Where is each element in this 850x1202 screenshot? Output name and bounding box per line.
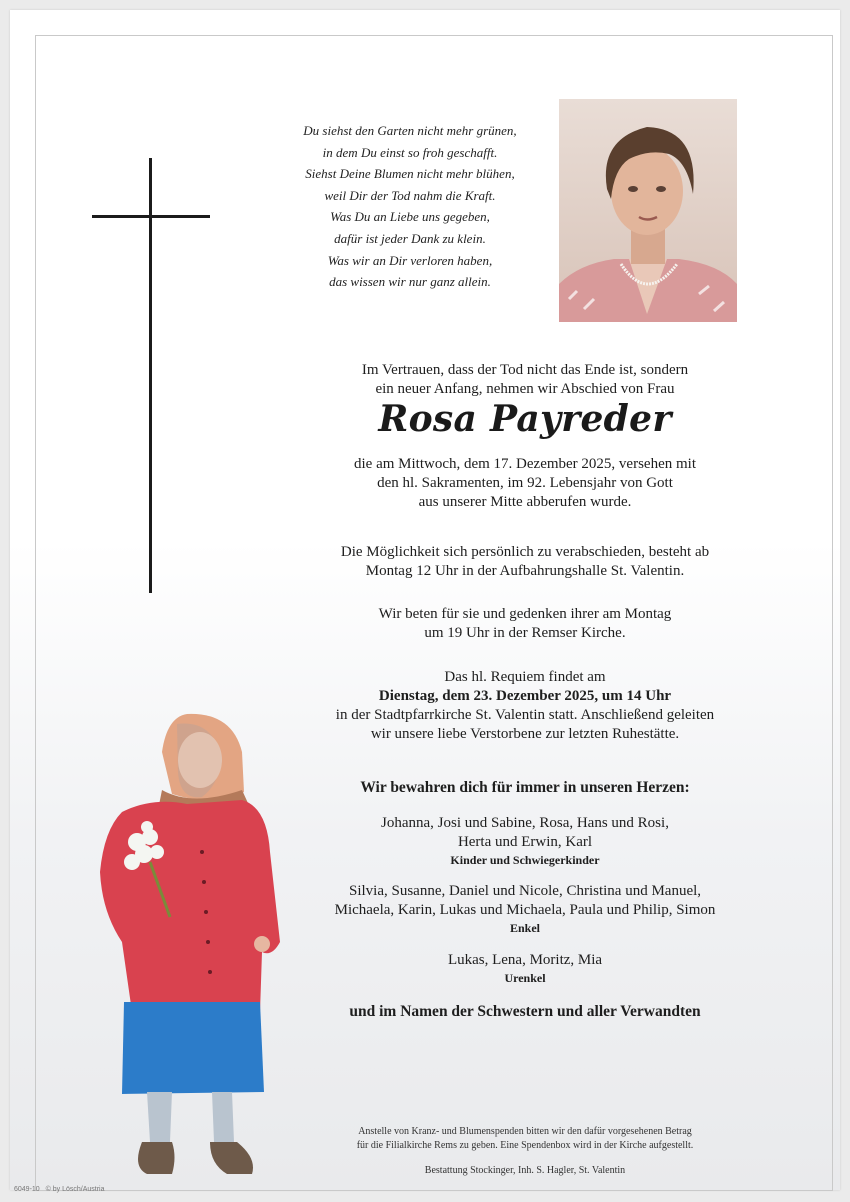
intro-line: Im Vertrauen, dass der Tod nicht das Ende ist, sondern bbox=[361, 362, 689, 378]
cross-icon bbox=[149, 158, 152, 593]
mourners-closing: und im Namen der Schwestern und aller Verwandten bbox=[349, 1003, 701, 1020]
footer-code: 6049-10 bbox=[14, 1186, 40, 1193]
mourner-role: Urenkel bbox=[504, 971, 546, 985]
mourner-names: Michaela, Karin, Lukas und Michaela, Paula und Philip, Simon bbox=[334, 902, 716, 918]
death-line: die am Mittwoch, dem 17. Dezember 2025, versehen mit bbox=[354, 456, 696, 472]
mourner-group-grandchildren bbox=[290, 882, 760, 937]
death-notice bbox=[290, 455, 760, 512]
portrait-photo bbox=[559, 99, 737, 322]
deceased-name: Rosa Payreder bbox=[378, 398, 672, 440]
poem-line: dafür ist jeder Dank zu klein. bbox=[334, 230, 486, 246]
prayer-line: Wir beten für sie und gedenken ihrer am Montag bbox=[378, 606, 672, 622]
mourner-names: Silvia, Susanne, Daniel und Nicole, Christina und Manuel, bbox=[348, 883, 702, 899]
poem-line: das wissen wir nur ganz allein. bbox=[329, 274, 491, 290]
prayer-line: um 19 Uhr in der Remser Kirche. bbox=[424, 625, 626, 641]
farewell-info bbox=[290, 543, 760, 581]
mourner-group-great-grandchildren bbox=[290, 951, 760, 987]
woman-with-flowers-photo bbox=[92, 712, 284, 1180]
donation-note bbox=[290, 1125, 760, 1153]
donation-line: Anstelle von Kranz- und Blumenspenden bitten wir den dafür vorgesehenen Betrag bbox=[358, 1126, 692, 1137]
poem-line: Siehst Deine Blumen nicht mehr blühen, bbox=[305, 166, 515, 182]
footer-copyright: © by Lösch/Austria bbox=[45, 1186, 105, 1193]
requiem-line: Das hl. Requiem findet am bbox=[444, 669, 606, 685]
footer bbox=[14, 1186, 109, 1193]
donation-line: für die Filialkirche Rems zu geben. Eine Spendenbox wird in der Kirche aufgestellt. bbox=[356, 1140, 694, 1151]
poem-line: Was Du an Liebe uns gegeben, bbox=[330, 209, 490, 225]
mourner-role: Kinder und Schwiegerkinder bbox=[450, 853, 600, 867]
mourner-names: Lukas, Lena, Moritz, Mia bbox=[447, 952, 603, 968]
prayer-info bbox=[290, 605, 760, 643]
requiem-info bbox=[290, 668, 760, 744]
requiem-date: Dienstag, dem 23. Dezember 2025, um 14 Uhr bbox=[378, 688, 672, 704]
mourners-heading: Wir bewahren dich für immer in unseren Herzen: bbox=[360, 779, 690, 796]
mourner-role: Enkel bbox=[509, 921, 540, 935]
death-line: aus unserer Mitte abberufen wurde. bbox=[418, 494, 632, 510]
farewell-line: Die Möglichkeit sich persönlich zu verabschieden, besteht ab bbox=[340, 544, 710, 560]
intro-text bbox=[290, 361, 760, 399]
requiem-line: wir unsere liebe Verstorbene zur letzten Ruhestätte. bbox=[370, 726, 680, 742]
death-line: den hl. Sakramenten, im 92. Lebensjahr von Gott bbox=[377, 475, 673, 491]
poem-line: in dem Du einst so froh geschafft. bbox=[322, 144, 498, 160]
mourner-names: Herta und Erwin, Karl bbox=[457, 834, 593, 850]
cross-icon-crossbar bbox=[92, 215, 210, 218]
farewell-line: Montag 12 Uhr in der Aufbahrungshalle St. Valentin. bbox=[365, 563, 685, 579]
mourner-names: Johanna, Josi und Sabine, Rosa, Hans und Rosi, bbox=[381, 815, 669, 831]
poem bbox=[290, 120, 530, 293]
poem-line: weil Dir der Tod nahm die Kraft. bbox=[324, 187, 496, 203]
funeral-home: Bestattung Stockinger, Inh. S. Hagler, St. Valentin bbox=[424, 1165, 626, 1176]
requiem-line: in der Stadtpfarrkirche St. Valentin statt. Anschließend geleiten bbox=[335, 707, 715, 723]
poem-line: Du siehst den Garten nicht mehr grünen, bbox=[303, 123, 517, 138]
intro-line: ein neuer Anfang, nehmen wir Abschied von Frau bbox=[375, 381, 675, 397]
poem-line: Was wir an Dir verloren haben, bbox=[327, 252, 493, 268]
mourner-group-children bbox=[290, 814, 760, 869]
